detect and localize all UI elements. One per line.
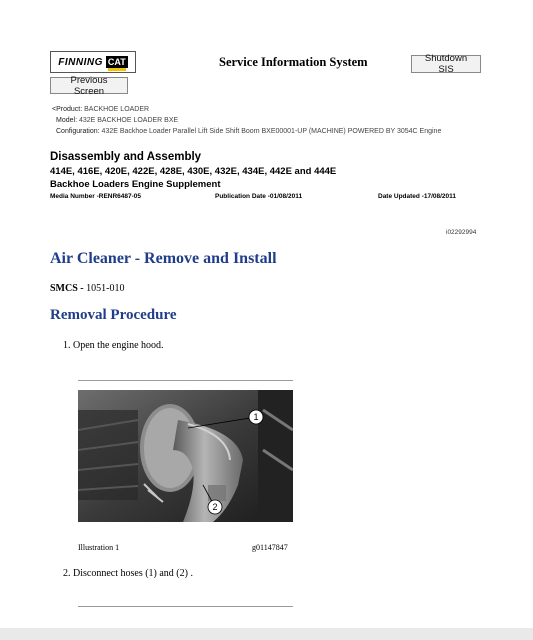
finning-cat-logo	[50, 51, 136, 73]
configuration-label: Configuration:	[56, 128, 100, 135]
illustration-id: g01147847	[252, 543, 288, 552]
previous-screen-button[interactable]: Previous Screen	[50, 77, 128, 94]
cat-logo-icon: CAT	[107, 57, 126, 67]
configuration-value: 432E Backhoe Loader Parallel Lift Side Shift Boom BXE00001-UP (MACHINE) POWERED BY 3054C Engine	[101, 128, 442, 135]
step-1: 1. Open the engine hood.	[63, 340, 164, 351]
callout-1: 1	[253, 412, 259, 422]
logo-text: FINNING	[58, 56, 103, 68]
product-line	[52, 106, 149, 113]
product-label: <Product:	[52, 106, 83, 113]
smcs-label: SMCS -	[50, 283, 84, 294]
window-bottom-bar	[0, 628, 533, 640]
media-number: Media Number -RENR6487-05	[50, 193, 142, 200]
publication-date: Publication Date -01/08/2011	[215, 193, 303, 200]
model-line	[56, 117, 178, 124]
manual-models: 414E, 416E, 420E, 422E, 428E, 430E, 432E, 434E, 442E and 444E	[50, 166, 337, 177]
date-updated: Date Updated -17/08/2011	[378, 193, 457, 200]
model-label: Model:	[56, 117, 78, 124]
illustration-1-photo	[78, 390, 293, 522]
section-heading: Removal Procedure	[50, 307, 177, 323]
page-title: Air Cleaner - Remove and Install	[50, 250, 277, 267]
manual-heading: Disassembly and Assembly	[50, 151, 202, 163]
document-id: i02292994	[446, 229, 477, 236]
app-title: Service Information System	[219, 55, 368, 69]
shutdown-sis-button[interactable]: Shutdown SIS	[411, 55, 481, 73]
manual-supplement: Backhoe Loaders Engine Supplement	[50, 179, 221, 190]
step-2: 2. Disconnect hoses (1) and (2) .	[63, 568, 193, 579]
configuration-line	[56, 128, 441, 135]
model-value: 432E BACKHOE LOADER BXE	[78, 117, 179, 124]
illustration-label: Illustration 1	[78, 543, 120, 552]
product-value: BACKHOE LOADER	[84, 106, 150, 113]
divider-top	[78, 380, 293, 381]
smcs-value: 1051-010	[83, 283, 125, 294]
smcs-code	[50, 283, 124, 294]
callout-2: 2	[212, 502, 218, 512]
divider-bottom	[78, 606, 293, 607]
